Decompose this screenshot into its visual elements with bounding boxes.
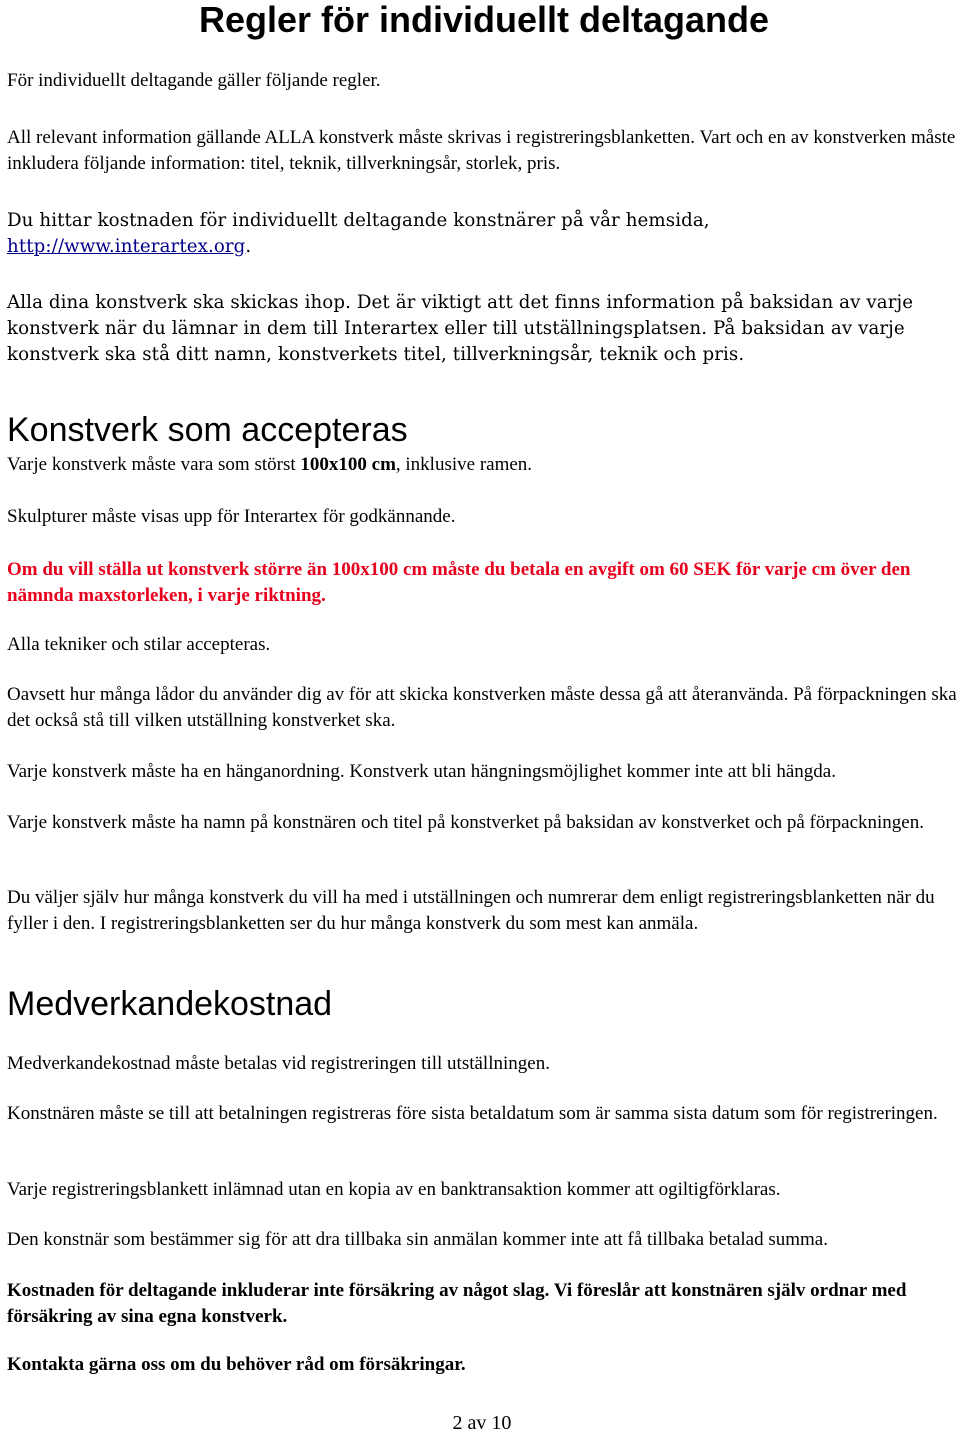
- info-requirements-paragraph: All relevant information gällande ALLA konstverk måste skrivas i registreringsblanketten. Vart och en av konstverken måste inkludera följande information: titel, teknik, tillverkningsår, storlek, pris.: [7, 127, 956, 174]
- website-link[interactable]: http://www.interartex.org: [7, 236, 246, 257]
- cost-info-paragraph: [7, 208, 957, 260]
- shipping-text-c: På baksidan av varje konstverk ska stå ditt namn, konstverkets titel, tillverkningsår, teknik och pris.: [7, 318, 905, 365]
- artwork-count-paragraph: Du väljer själv hur många konstverk du vill ha med i utställningen och numrerar dem enligt registreringsblanketten när du fyller i den. I registreringsblanketten ser du hur många konstverk du som mest kan anmäla.: [7, 887, 935, 934]
- sculpture-paragraph: Skulpturer måste visas upp för Interartex för godkännande.: [7, 506, 456, 527]
- size-limit-text-a: Varje konstverk måste vara som störst: [7, 454, 301, 475]
- cost-info-text: Du hittar kostnaden för individuellt deltagande konstnärer på vår hemsida,: [7, 210, 710, 231]
- techniques-paragraph: Alla tekniker och stilar accepteras.: [7, 634, 271, 655]
- insurance-contact-paragraph: Kontakta gärna oss om du behöver råd om försäkringar.: [7, 1354, 466, 1375]
- page-number: 2 av 10: [452, 1412, 512, 1434]
- payment-deadline-paragraph: Konstnären måste se till att betalningen registreras före sista betaldatum som är samma sista datum som för registreringen.: [7, 1103, 938, 1124]
- shipping-text-b: Det är viktigt att det finns information på baksidan av varje konstverk när du lämnar in dem till Interartex eller till utställningsplatsen.: [7, 292, 914, 339]
- intro-paragraph: För individuellt deltagande gäller följande regler.: [7, 70, 381, 91]
- withdrawal-paragraph: Den konstnär som bestämmer sig för att dra tillbaka sin anmälan kommer inte att få tillbaka betalad summa.: [7, 1229, 828, 1250]
- payment-paragraph: Medverkandekostnad måste betalas vid registreringen till utställningen.: [7, 1053, 550, 1074]
- page-title: Regler för individuellt deltagande: [198, 0, 770, 40]
- hanging-paragraph: Varje konstverk måste ha en hänganordning. Konstverk utan hängningsmöjlighet kommer inte att bli hängda.: [7, 761, 836, 782]
- size-limit-value: 100x100 cm: [300, 454, 396, 475]
- shipping-paragraph: [7, 290, 957, 368]
- insurance-paragraph: Kostnaden för deltagande inkluderar inte försäkring av något slag. Vi föreslår att konstnären själv ordnar med försäkring av sina egna konstverk.: [7, 1280, 907, 1327]
- size-limit-paragraph: [7, 452, 957, 478]
- section-heading-accepted: Konstverk som accepteras: [7, 411, 408, 449]
- labeling-paragraph: Varje konstverk måste ha namn på konstnären och titel på konstverket på baksidan av konstverket och på förpackningen.: [7, 812, 924, 833]
- section-heading-cost: Medverkandekostnad: [7, 985, 333, 1023]
- oversize-fee-warning: Om du vill ställa ut konstverk större än 100x100 cm måste du betala en avgift om 60 SEK för varje cm över den nämnda maxstorleken, i varje riktning.: [7, 559, 911, 606]
- shipping-text-a: Alla dina konstverk ska skickas ihop.: [7, 292, 351, 313]
- size-limit-text-b: , inklusive ramen.: [395, 454, 533, 475]
- packaging-paragraph: Oavsett hur många lådor du använder dig av för att skicka konstverken måste dessa gå att återanvända. På förpackningen ska det också stå till vilken utställning konstverket ska.: [7, 684, 957, 731]
- bank-copy-paragraph: Varje registreringsblankett inlämnad utan en kopia av en banktransaktion kommer att ogiltigförklaras.: [7, 1179, 781, 1200]
- cost-info-period: .: [245, 236, 252, 257]
